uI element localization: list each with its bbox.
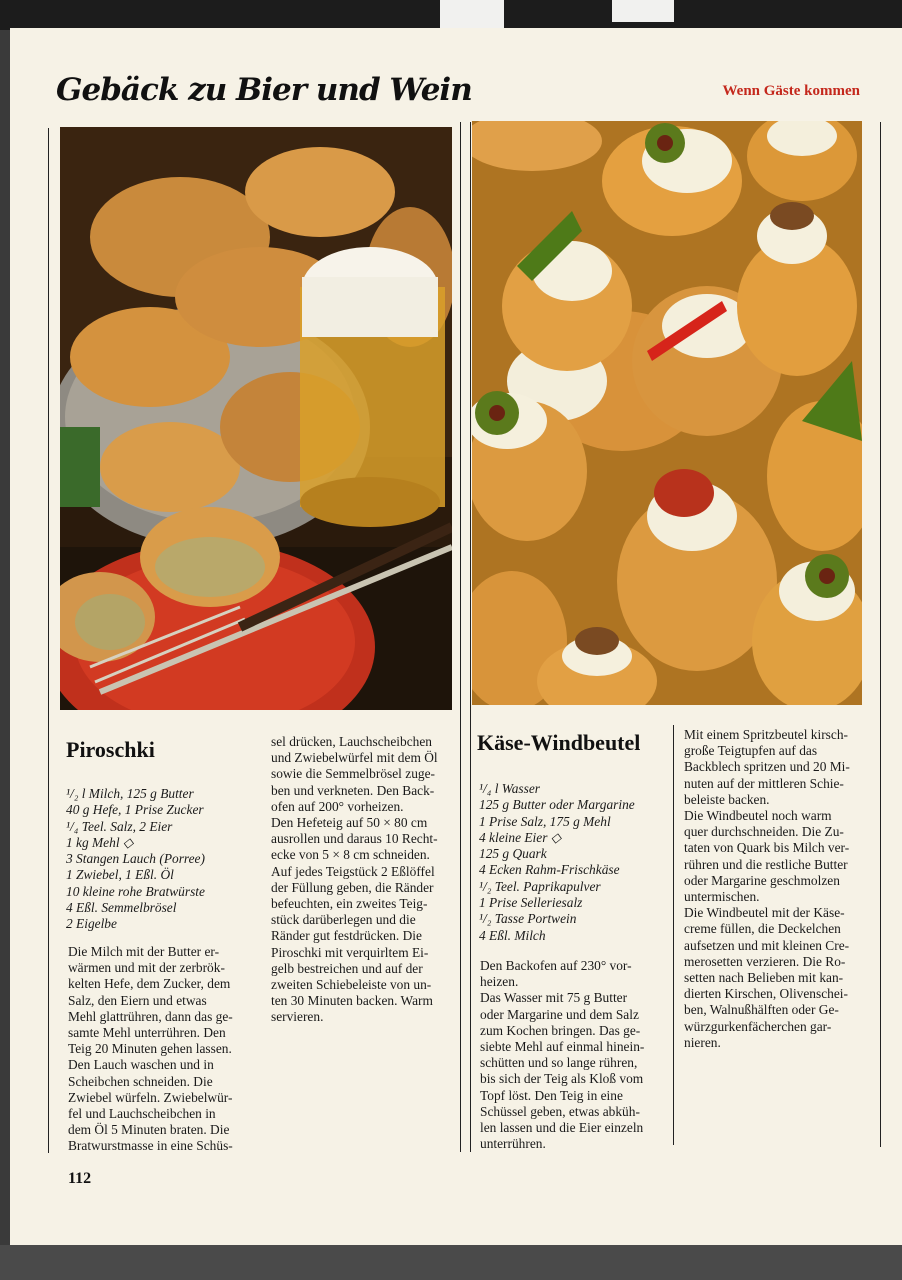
- text-line: Den Backofen auf 230° vor-: [480, 958, 632, 973]
- text-line: nieren.: [684, 1034, 721, 1050]
- text-line: nuten auf der mittleren Schie-: [684, 775, 844, 791]
- column-rule-text: [673, 725, 674, 1145]
- text-line: oder Margarine geschmolzen: [684, 872, 840, 888]
- text-column-2: [271, 734, 438, 1026]
- text-line: Piroschki mit verquirltem Ei-: [271, 944, 429, 960]
- photo-kaese-windbeutel: [472, 121, 862, 705]
- text-line: Die Windbeutel mit der Käse-: [684, 905, 845, 921]
- text-line: rühren und die restliche Butter: [684, 856, 848, 872]
- ingredient-line: 2 Eigelbe: [66, 916, 117, 932]
- text-line: aufsetzen und mit kleinen Cre-: [684, 937, 850, 953]
- text-line: kelten Hefe, dem Zucker, dem: [68, 976, 231, 992]
- ingredient-line: ¹/₄ Teel. Salz, 2 Eier: [66, 818, 173, 834]
- text-line: merosetten verzieren. Die Ro-: [684, 953, 846, 969]
- text-column-1: [68, 944, 233, 1155]
- ingredient-line: ¹/₂ l Milch, 125 g Butter: [66, 786, 194, 801]
- column-rule-right: [880, 122, 881, 1147]
- recipe-title-piroschki: Piroschki: [66, 737, 155, 762]
- text-line: Den Hefeteig auf 50 × 80 cm: [271, 815, 428, 831]
- scan-paper-tab: [612, 0, 674, 22]
- scan-bottom-edge: [0, 1245, 902, 1280]
- ingredient-line: 4 kleine Eier ◇: [479, 829, 562, 845]
- text-line: ten 30 Minuten backen. Warm: [271, 993, 433, 1009]
- page-title: Gebäck zu Bier und Wein: [56, 72, 472, 108]
- text-line: Das Wasser mit 75 g Butter: [480, 990, 628, 1006]
- section-label: Wenn Gäste kommen: [722, 83, 860, 99]
- recipe-title-windbeutel: Käse-Windbeutel: [477, 730, 641, 755]
- text-line: unterrühren.: [480, 1136, 546, 1152]
- ingredient-line: 1 Prise Selleriesalz: [479, 895, 583, 911]
- text-line: ausrollen und daraus 10 Recht-: [271, 831, 438, 847]
- text-line: würzgurkenfächerchen gar-: [684, 1018, 832, 1034]
- text-line: Topf löst. Den Teig in eine: [480, 1087, 623, 1103]
- text-line: gelb bestreichen und auf der: [271, 960, 423, 976]
- text-line: samte Mehl unterrühren. Den: [68, 1025, 226, 1041]
- ingredients-windbeutel: [479, 781, 635, 944]
- column-rule-left: [48, 128, 49, 1153]
- text-line: große Teigtupfen auf das: [684, 743, 818, 759]
- ingredient-line: ¹/₂ Tasse Portwein: [479, 911, 577, 927]
- text-line: setten nach Belieben mit kan-: [684, 970, 844, 986]
- text-line: ecke von 5 × 8 cm schneiden.: [271, 847, 430, 863]
- text-line: Bratwurstmasse in eine Schüs-: [68, 1138, 233, 1154]
- text-line: ben, Walnußhälften oder Ge-: [684, 1002, 839, 1018]
- ingredient-line: 3 Stangen Lauch (Porree): [66, 851, 205, 867]
- ingredient-line: ¹/₂ Teel. Paprikapulver: [479, 878, 601, 894]
- ingredient-line: 40 g Hefe, 1 Prise Zucker: [66, 802, 204, 818]
- text-line: Zwiebel würfeln. Zwiebelwür-: [68, 1089, 233, 1105]
- text-line: zum Kochen bringen. Das ge-: [480, 1022, 641, 1038]
- text-column-3: [480, 958, 644, 1152]
- text-line: zweiten Schiebeleiste von un-: [271, 977, 432, 993]
- ingredient-line: 1 Zwiebel, 1 Eßl. Öl: [66, 867, 174, 883]
- text-line: Die Windbeutel noch warm: [684, 808, 832, 824]
- ingredient-line: ¹/₄ l Wasser: [479, 781, 541, 796]
- text-line: sowie die Semmelbrösel zuge-: [271, 766, 435, 782]
- text-line: ben und verkneten. Den Back-: [271, 782, 435, 798]
- ingredient-line: 4 Ecken Rahm-Frischkäse: [479, 862, 620, 878]
- text-line: Teig 20 Minuten gehen lassen.: [68, 1041, 232, 1057]
- text-line: Mit einem Spritzbeutel kirsch-: [684, 727, 848, 742]
- text-line: dem Öl 5 Minuten braten. Die: [68, 1122, 230, 1138]
- text-line: quer durchschneiden. Die Zu-: [684, 824, 844, 840]
- text-line: fel und Lauchscheibchen in: [68, 1106, 216, 1122]
- ingredient-line: 125 g Quark: [479, 846, 547, 862]
- ingredient-line: 4 Eßl. Milch: [479, 927, 546, 943]
- ingredient-line: 1 kg Mehl ◇: [66, 834, 134, 850]
- photo-piroschki: [60, 127, 452, 710]
- text-line: heizen.: [480, 974, 519, 990]
- text-line: Salz, den Eiern und etwas: [68, 992, 207, 1008]
- text-line: siebte Mehl auf einmal hinein-: [480, 1039, 645, 1055]
- text-line: der Füllung geben, die Ränder: [271, 879, 434, 895]
- text-line: len lassen und die Eier einzeln: [480, 1120, 644, 1136]
- text-line: Den Lauch waschen und in: [68, 1057, 214, 1073]
- text-line: wärmen und mit der zerbrök-: [68, 960, 225, 976]
- text-line: Backblech spritzen und 20 Mi-: [684, 759, 850, 775]
- text-line: sel drücken, Lauchscheibchen: [271, 734, 432, 749]
- ingredient-line: 125 g Butter oder Margarine: [479, 797, 635, 813]
- page-number: 112: [68, 1170, 92, 1187]
- text-line: Mehl glattrühren, dann das ge-: [68, 1008, 233, 1024]
- text-line: Scheibchen schneiden. Die: [68, 1073, 213, 1089]
- column-rule-middle: [460, 122, 461, 1152]
- text-line: dierten Kirschen, Olivenschei-: [684, 986, 848, 1002]
- text-line: bis sich der Teig als Kloß vom: [480, 1071, 644, 1087]
- text-line: Auf jedes Teigstück 2 Eßlöffel: [271, 863, 435, 879]
- text-line: und Zwiebelwürfel mit dem Öl: [271, 750, 438, 766]
- ingredient-line: 10 kleine rohe Bratwürste: [66, 883, 205, 899]
- text-line: befeuchten, ein zweites Teig-: [271, 896, 428, 912]
- text-line: schütten und so lange rühren,: [480, 1055, 638, 1071]
- text-line: ofen auf 200° vorheizen.: [271, 798, 404, 814]
- text-line: stück darüberlegen und die: [271, 912, 416, 928]
- ingredients-piroschki: [66, 786, 205, 933]
- text-line: oder Margarine und dem Salz: [480, 1006, 639, 1022]
- text-line: Schüssel geben, etwas abküh-: [480, 1103, 640, 1119]
- text-line: servieren.: [271, 1009, 324, 1025]
- text-column-4: [684, 727, 850, 1051]
- text-line: Die Milch mit der Butter er-: [68, 944, 220, 959]
- column-rule-middle: [470, 122, 471, 1152]
- text-line: taten von Quark bis Milch ver-: [684, 840, 850, 856]
- text-line: untermischen.: [684, 889, 760, 905]
- ingredient-line: 4 Eßl. Semmelbrösel: [66, 900, 177, 916]
- text-line: beleiste backen.: [684, 791, 770, 807]
- text-line: creme füllen, die Deckelchen: [684, 921, 841, 937]
- ingredient-line: 1 Prise Salz, 175 g Mehl: [479, 813, 611, 829]
- text-line: Ränder gut festdrücken. Die: [271, 928, 422, 944]
